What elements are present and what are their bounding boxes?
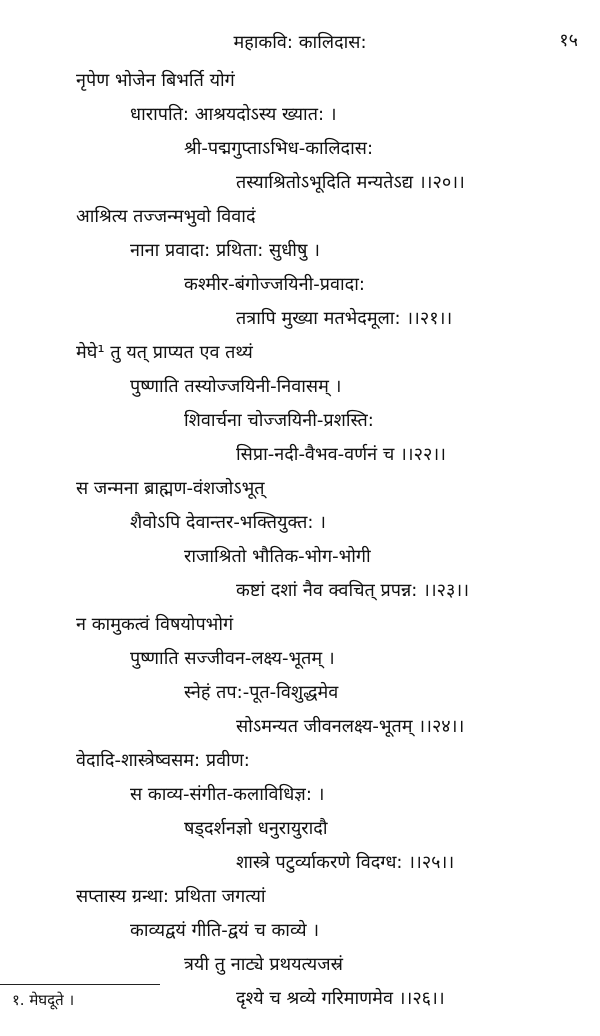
verse-line: श्री-पद्मगुप्ताऽभिध-कालिदास: (184, 138, 374, 159)
verse-line: सिप्रा-नदी-वैभव-वर्णनं च ।।२२।। (236, 444, 446, 465)
verse-20 (0, 64, 600, 200)
verse-line: दृश्ये च श्रव्ये गरिमाणमेव ।।२६।। (236, 988, 445, 1009)
verse-line: शिवार्चना चोज्जयिनी-प्रशस्ति: (184, 410, 374, 431)
verse-line: स काव्य-संगीत-कलाविधिज्ञ: । (130, 784, 325, 805)
verse-line: पुष्णाति तस्योज्जयिनी-निवासम् । (130, 376, 342, 397)
verse-line: न कामुकत्वं विषयोपभोगं (76, 614, 234, 635)
verse-line: सप्तास्य ग्रन्था: प्रथिता जगत्यां (76, 886, 266, 907)
verse-25 (0, 744, 600, 880)
verse-line: राजाश्रितो भौतिक-भोग-भोगी (184, 546, 371, 567)
verse-line: त्रयी तु नाट्ये प्रथयत्यजस्रं (184, 954, 343, 975)
verse-list (0, 64, 600, 1016)
verse-line: वेदादि-शास्त्रेष्वसम: प्रवीण: (76, 750, 250, 771)
verse-line: काव्यद्वयं गीति-द्वयं च काव्ये । (130, 920, 320, 941)
running-header: महाकवि: कालिदास: (233, 32, 367, 53)
verse-line: कश्मीर-बंगोज्जयिनी-प्रवादा: (184, 274, 365, 295)
verse-21 (0, 200, 600, 336)
verse-line: पुष्णाति सज्जीवन-लक्ष्य-भूतम् । (130, 648, 335, 669)
verse-23 (0, 472, 600, 608)
verse-line: सोऽमन्यत जीवनलक्ष्य-भूतम् ।।२४।। (236, 716, 465, 737)
verse-line: मेघे¹ तु यत् प्राप्यत एव तथ्यं (76, 342, 253, 363)
verse-line: षड्दर्शनज्ञो धनुरायुरादौ (184, 818, 328, 839)
verse-26 (0, 880, 600, 1016)
verse-line: नाना प्रवादा: प्रथिता: सुधीषु । (130, 240, 320, 261)
verse-line: कष्टां दशां नैव क्वचित् प्रपन्न: ।।२३।। (236, 580, 470, 601)
verse-24 (0, 608, 600, 744)
verse-line: आश्रित्य तज्जन्मभुवो विवादं (76, 206, 256, 227)
verse-22 (0, 336, 600, 472)
footnote-divider (0, 984, 160, 985)
verse-line: धारापति: आश्रयदोऽस्य ख्यात: । (130, 104, 337, 125)
verse-line: तस्याश्रितोऽभूदिति मन्यतेऽद्य ।।२०।। (236, 172, 465, 193)
footnote: १. मेघदूते । (12, 991, 75, 1009)
verse-line: तत्रापि मुख्या मतभेदमूला: ।।२१।। (236, 308, 453, 329)
page-number: १५ (559, 30, 578, 51)
verse-line: स जन्मना ब्राह्मण-वंशजोऽभूत् (76, 478, 265, 499)
verse-line: नृपेण भोजेन बिभर्ति योगं (76, 70, 235, 91)
verse-line: स्नेहं तप:-पूत-विशुद्धमेव (184, 682, 339, 703)
verse-line: शास्त्रे पटुर्व्याकरणे विदग्ध: ।।२५।। (236, 852, 455, 873)
verse-line: शैवोऽपि देवान्तर-भक्तियुक्त: । (130, 512, 326, 533)
